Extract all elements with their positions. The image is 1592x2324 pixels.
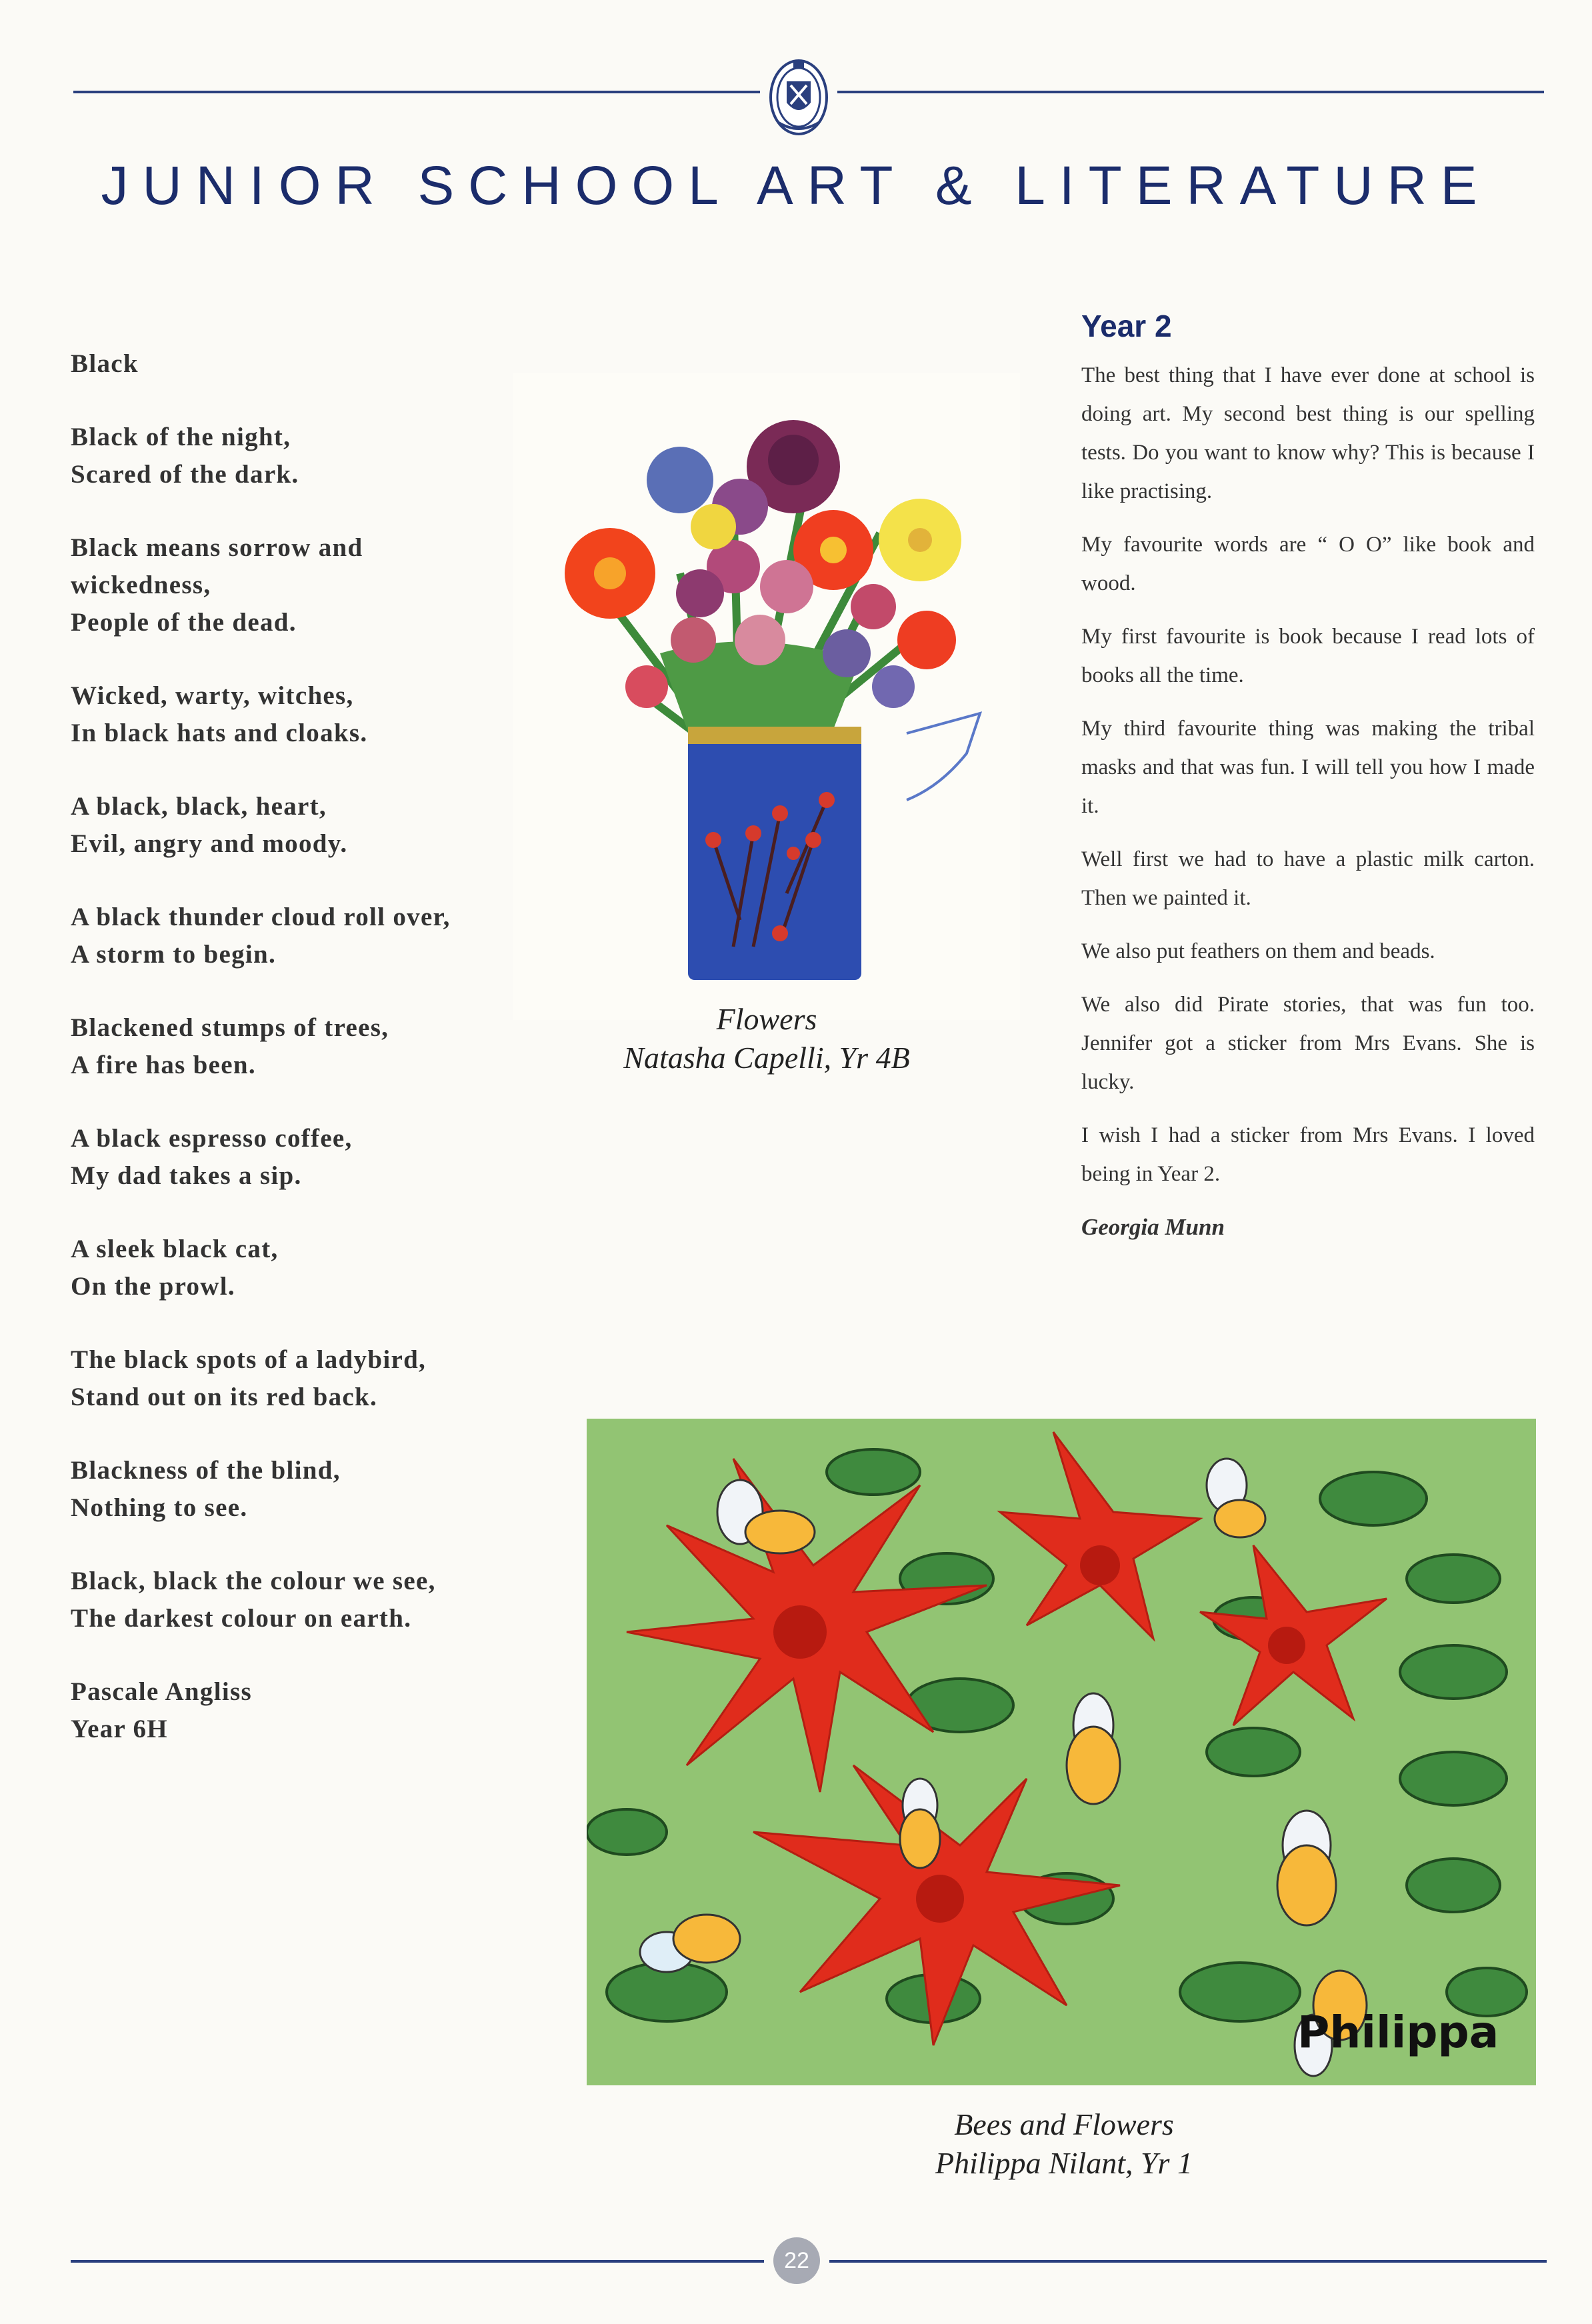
bees-caption: [817, 2105, 1311, 2183]
poem-line: My dad takes a sip.: [71, 1161, 302, 1190]
poem-stanza: [71, 1231, 504, 1305]
page-number: 22: [773, 2237, 820, 2284]
poem-line: Blackened stumps of trees,: [71, 1013, 389, 1042]
poem-line: On the prowl.: [71, 1272, 235, 1301]
poem-line: Scared of the dark.: [71, 460, 299, 489]
essay-heading: Year 2: [1081, 309, 1172, 343]
poem-line: The darkest colour on earth.: [71, 1604, 412, 1633]
poem-line: Black, black the colour we see,: [71, 1567, 436, 1595]
essay-author: Georgia Munn: [1081, 1214, 1225, 1240]
poem-stanza: [71, 788, 504, 863]
essay-paragraph: We also put feathers on them and beads.: [1081, 939, 1435, 963]
flowers-caption: [553, 1000, 980, 1077]
poem-stanza: [71, 1009, 504, 1084]
essay-paragraph: My favourite words are “ O O” like book and wood.: [1081, 533, 1535, 595]
header-rule-right: [837, 91, 1544, 93]
poem-stanza: [71, 1120, 504, 1195]
poem-line: Year 6H: [71, 1715, 168, 1743]
bees-painting-signature: Philippa: [1297, 2007, 1499, 2058]
poem-line: In black hats and cloaks.: [71, 719, 368, 747]
bees-caption-artist: Philippa Nilant, Yr 1: [935, 2146, 1193, 2180]
poem-line: Evil, angry and moody.: [71, 829, 348, 858]
poem-title: [71, 345, 504, 383]
poem-line: The black spots of a ladybird,: [71, 1345, 427, 1374]
year-2-essay: [1081, 308, 1535, 1261]
poem-line: wickedness,: [71, 571, 211, 599]
header-rule-left: [73, 91, 760, 93]
poem-line: A storm to begin.: [71, 940, 277, 969]
poem-line: Pascale Angliss: [71, 1677, 252, 1706]
essay-paragraph: The best thing that I have ever done at school is doing art. My second best thing is our spelling tests. Do you want to know why? This is because I like practising.: [1081, 363, 1535, 503]
poem-line: A black espresso coffee,: [71, 1124, 353, 1153]
poem-line: Black: [71, 349, 139, 378]
poem-stanza: [71, 419, 504, 493]
poem-attribution: [71, 1673, 504, 1748]
poem-line: A black thunder cloud roll over,: [71, 903, 451, 931]
poem-line: A sleek black cat,: [71, 1235, 279, 1263]
essay-paragraph: My third favourite thing was making the tribal masks and that was fun. I will tell you how I made it.: [1081, 717, 1535, 818]
essay-paragraph: My first favourite is book because I read lots of books all the time.: [1081, 625, 1535, 687]
poem-line: Wicked, warty, witches,: [71, 681, 354, 710]
flowers-painting: [513, 373, 1020, 1020]
poem-line: Stand out on its red back.: [71, 1383, 378, 1411]
poem-stanza: [71, 529, 504, 641]
essay-paragraph: We also did Pirate stories, that was fun too. Jennifer got a sticker from Mrs Evans. She is lucky.: [1081, 993, 1535, 1094]
flowers-caption-artist: Natasha Capelli, Yr 4B: [623, 1041, 910, 1075]
footer-rule-left: [71, 2260, 764, 2263]
flowers-caption-title: Flowers: [716, 1002, 817, 1036]
school-crest-icon: [767, 56, 831, 137]
poem-line: A fire has been.: [71, 1051, 256, 1079]
poem-line: Nothing to see.: [71, 1493, 248, 1522]
poem-stanza: [71, 1341, 504, 1416]
poem-line: People of the dead.: [71, 608, 297, 637]
bees-caption-title: Bees and Flowers: [954, 2107, 1174, 2141]
footer-rule-right: [829, 2260, 1547, 2263]
poem-line: Black of the night,: [71, 423, 291, 451]
poem-line: Blackness of the blind,: [71, 1456, 341, 1485]
poem-stanza: [71, 677, 504, 752]
essay-paragraph: I wish I had a sticker from Mrs Evans. I loved being in Year 2.: [1081, 1123, 1535, 1186]
poem-stanza: [71, 899, 504, 973]
poem-line: Black means sorrow and: [71, 533, 363, 562]
essay-paragraph: Well first we had to have a plastic milk carton. Then we painted it.: [1081, 847, 1535, 910]
poem-line: A black, black, heart,: [71, 792, 327, 821]
poem-stanza: [71, 1563, 504, 1637]
page-title: JUNIOR SCHOOL ART & LITERATURE: [101, 155, 1491, 216]
bees-and-flowers-painting: [587, 1419, 1536, 2085]
poem-stanza: [71, 1452, 504, 1527]
poem-black: [71, 345, 504, 1784]
